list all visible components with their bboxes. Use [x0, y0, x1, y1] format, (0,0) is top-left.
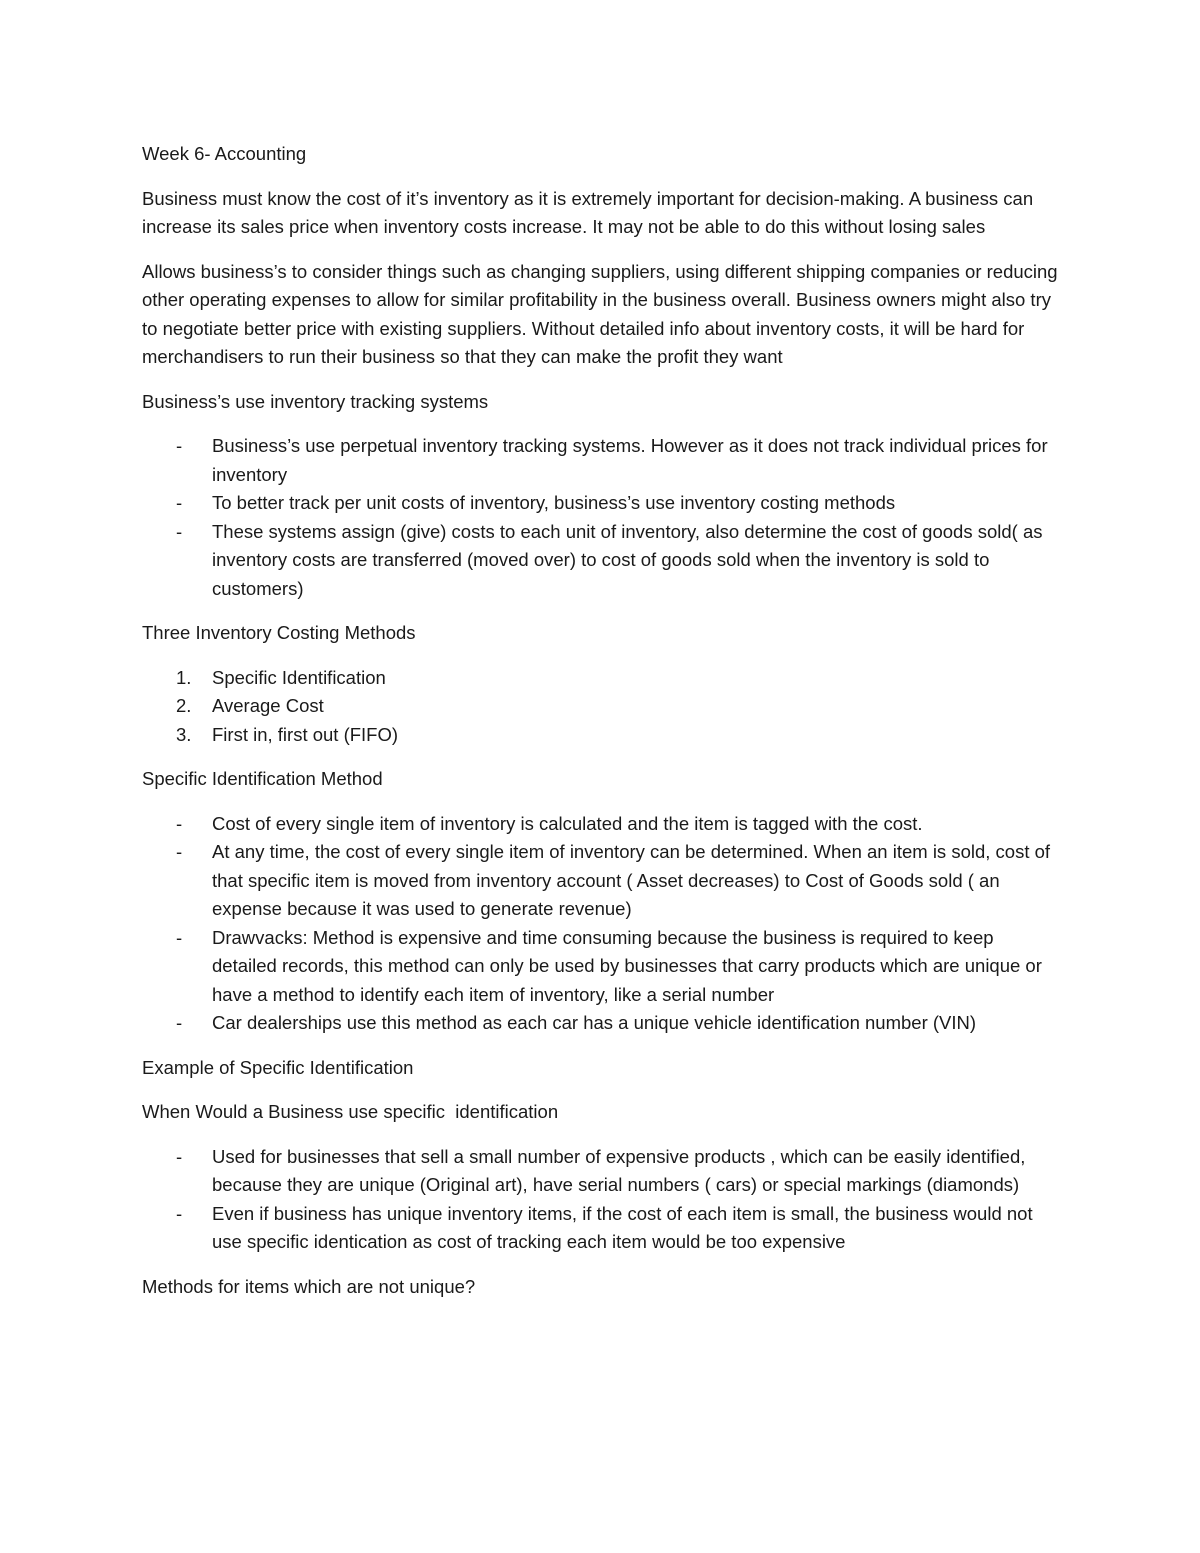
list-item-text: Even if business has unique inventory items, if the cost of each item is small, the business would not use specific identication as cost of tracking each item would be too expensive	[212, 1202, 1033, 1252]
example-heading: Example of Specific Identification	[142, 1056, 414, 1078]
list-item-text: These systems assign (give) costs to each unit of inventory, also determine the cost of goods sold( as inventory costs are transferred (moved over) to cost of goods sold when the inventory is sold to customers)	[212, 520, 1043, 599]
document-title: Week 6- Accounting	[142, 143, 307, 164]
dash-marker: -	[176, 435, 183, 456]
tracking-list	[142, 432, 1062, 603]
tracking-heading: Business’s use inventory tracking systems	[142, 390, 489, 412]
list-item-text: Car dealerships use this method as each car has a unique vehicle identification number (VIN)	[212, 1012, 977, 1033]
list-number: 2.	[176, 695, 192, 716]
dash-marker: -	[176, 926, 183, 948]
list-item-text: Drawvacks: Method is expensive and time consuming because the business is required to keep detailed records, this method can only be used by businesses that carry products which are unique or have a method to identify each item of inventory, like a serial number	[212, 926, 1042, 1005]
document-page	[142, 140, 1062, 1317]
list-item	[142, 518, 1062, 604]
list-item-text: At any time, the cost of every single item of inventory can be determined. When an item is sold, cost of that specific item is moved from inventory account ( Asset decreases) to Cost of Goods sold ( an expense because it was used to generate revenue)	[212, 841, 1051, 919]
list-item	[142, 924, 1062, 1010]
list-item	[142, 1200, 1062, 1257]
dash-marker: -	[176, 841, 183, 862]
list-item	[142, 692, 1062, 721]
dash-marker: -	[176, 1202, 183, 1224]
list-number: 1.	[176, 666, 192, 688]
list-item	[142, 721, 1062, 750]
list-item	[142, 489, 1062, 518]
list-item	[142, 838, 1062, 924]
methods-list	[142, 664, 1062, 750]
list-item-text: Used for businesses that sell a small number of expensive products , which can be easily identified, because they are unique (Original art), have serial numbers ( cars) or special markings (diamonds)	[212, 1145, 1026, 1195]
list-item	[142, 810, 1062, 839]
list-item	[142, 664, 1062, 693]
list-item-text: First in, first out (FIFO)	[212, 723, 399, 745]
intro-paragraph: Business must know the cost of it’s inventory as it is extremely important for decision-making. A business can increase its sales price when inventory costs increase. It may not be able to do this without losing sales	[142, 187, 1034, 237]
list-item-text: Cost of every single item of inventory is calculated and the item is tagged with the cost.	[212, 812, 923, 834]
list-item	[142, 1143, 1062, 1200]
closing-question: Methods for items which are not unique?	[142, 1275, 476, 1297]
when-heading: When Would a Business use specific identification	[142, 1101, 559, 1122]
specific-heading: Specific Identification Method	[142, 768, 383, 789]
list-item	[142, 1009, 1062, 1038]
list-item-text: To better track per unit costs of inventory, business’s use inventory costing methods	[212, 492, 896, 513]
list-number: 3.	[176, 723, 192, 745]
dash-marker: -	[176, 812, 183, 834]
specific-list	[142, 810, 1062, 1038]
list-item	[142, 432, 1062, 489]
dash-marker: -	[176, 520, 183, 542]
list-item-text: Average Cost	[212, 695, 324, 716]
methods-heading: Three Inventory Costing Methods	[142, 622, 416, 643]
dash-marker: -	[176, 492, 183, 513]
list-item-text: Business’s use perpetual inventory tracking systems. However as it does not track individual prices for inventory	[212, 435, 1048, 485]
list-item-text: Specific Identification	[212, 666, 386, 688]
when-list	[142, 1143, 1062, 1257]
second-paragraph: Allows business’s to consider things such as changing suppliers, using different shipping companies or reducing other operating expenses to allow for similar profitability in the business overall. Business owners might also try to negotiate better price with existing suppliers. Without detailed info about inventory costs, it will be hard for merchandisers to run their business so that they can make the profit they want	[142, 260, 1058, 367]
dash-marker: -	[176, 1145, 183, 1167]
dash-marker: -	[176, 1012, 183, 1033]
